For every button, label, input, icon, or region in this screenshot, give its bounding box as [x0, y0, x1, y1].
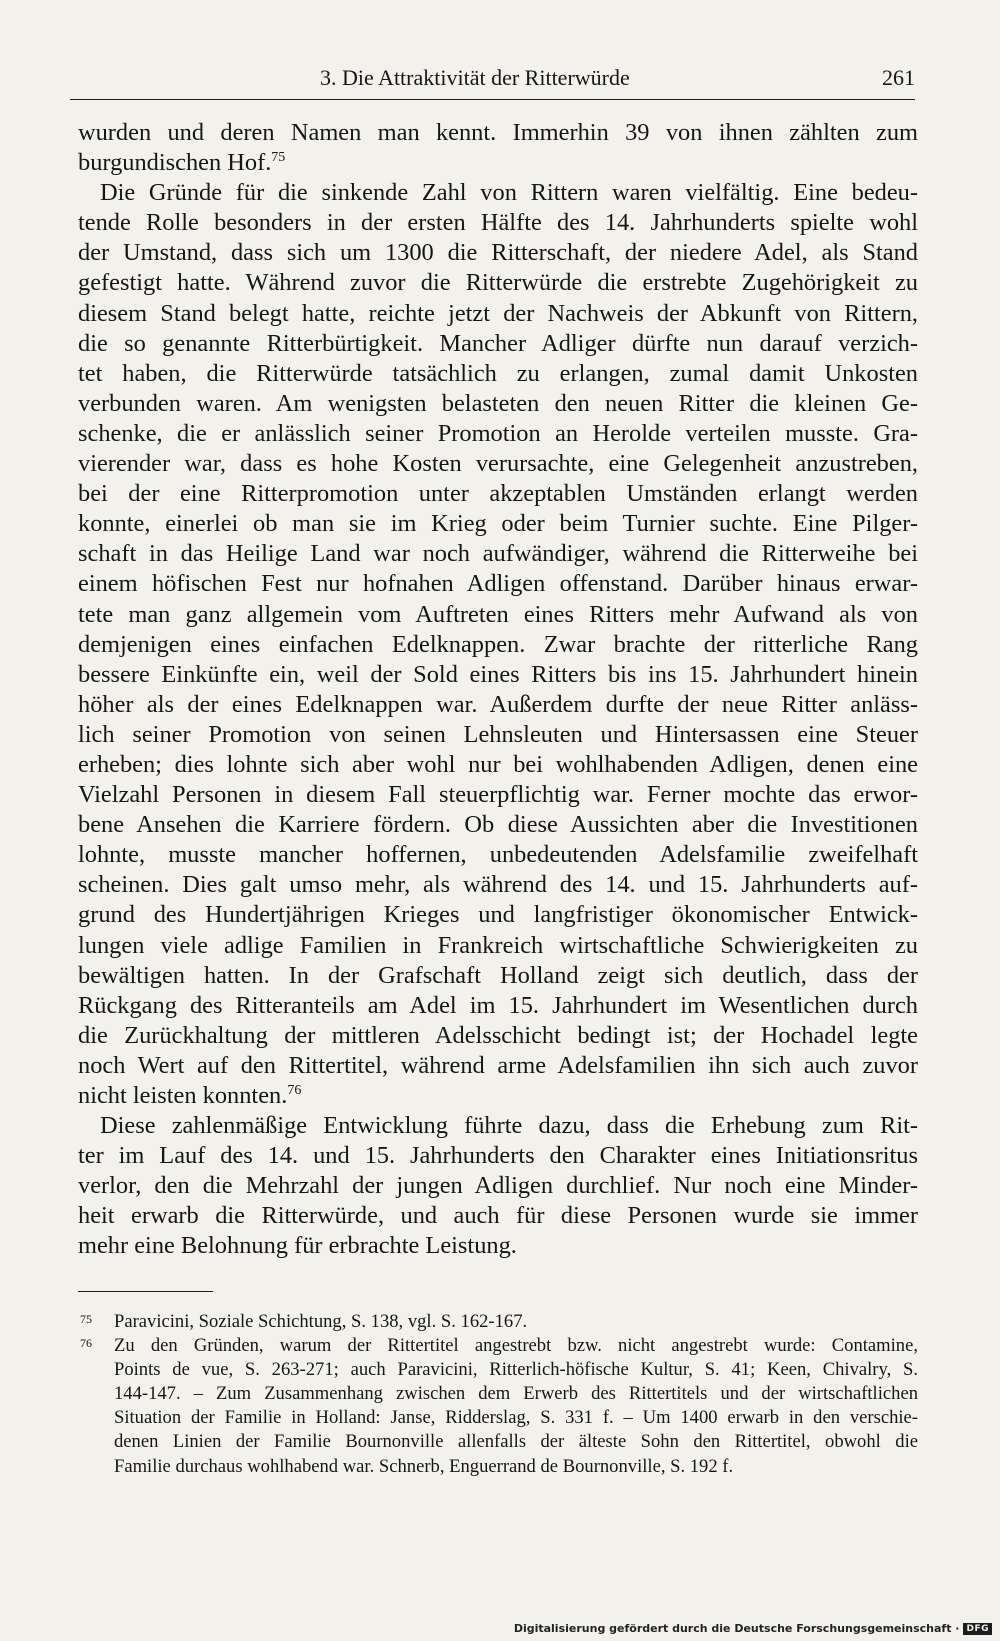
text-line: Rückgang des Ritteranteils am Adel im 15. Jahrhundert im Wesentlichen durch: [78, 991, 918, 1019]
text-line: scheinen. Dies galt umso mehr, als während des 14. und 15. Jahrhunderts auf-: [78, 871, 918, 899]
text-line: [78, 148, 918, 178]
text-line: vierender war, dass es hohe Kosten verursachte, eine Gelegenheit anzustreben,: [78, 450, 918, 478]
digitization-imprint: [514, 1622, 992, 1635]
text-line: tete man ganz allgemein vom Auftreten eines Ritters mehr Aufwand als von: [78, 600, 918, 628]
text-line: einem höfischen Fest nur hofnahen Adligen offenstand. Darüber hinaus erwar-: [78, 570, 918, 598]
header-rule: [70, 99, 915, 100]
text-line: noch Wert auf den Rittertitel, während arme Adelsfamilien ihn sich auch zuvor: [78, 1051, 918, 1079]
text-line: grund des Hundertjährigen Krieges und langfristiger ökonomischer Entwick-: [78, 901, 918, 929]
footnote-ref-76[interactable]: 76: [287, 1082, 302, 1098]
text-line: gefestigt hatte. Während zuvor die Ritterwürde die erstrebte Zugehörigkeit zu: [78, 269, 918, 297]
text-line: bewältigen hatten. In der Grafschaft Holland zeigt sich deutlich, dass der: [78, 961, 918, 989]
text-line: höher als der eines Edelknappen war. Außerdem durfte der neue Ritter anläss-: [78, 690, 918, 718]
main-text: [78, 118, 918, 1262]
footnote-line: Situation der Familie in Holland: Janse, Ridderslag, S. 331 f. – Um 1400 erwarb in den verschie-: [114, 1407, 918, 1429]
footnote-rule: [78, 1291, 213, 1292]
text-line: tet haben, die Ritterwürde tatsächlich zu erlangen, zumal damit Unkosten: [78, 359, 918, 387]
imprint-text: Digitalisierung gefördert durch die Deutsche Forschungsgemeinschaft ·: [513, 1622, 960, 1635]
text-line-content: nicht leisten konnten.: [78, 1082, 288, 1109]
dfg-logo-icon: DFG: [963, 1623, 992, 1635]
text-line: verbunden waren. Am wenigsten belasteten den neuen Ritter die kleinen Ge-: [78, 389, 918, 417]
running-head: [70, 62, 915, 98]
text-line: Die Gründe für die sinkende Zahl von Rittern waren vielfältig. Eine bedeu-: [100, 179, 918, 207]
text-line: schaft in das Heilige Land war noch aufwändiger, während die Ritterweihe bei: [78, 540, 918, 568]
text-line: Vielzahl Personen in diesem Fall steuerpflichtig war. Ferner mochte das erwor-: [78, 781, 918, 809]
running-title: 3. Die Attraktivität der Ritterwürde: [320, 65, 630, 90]
footnote-marker: 76: [80, 1336, 92, 1351]
text-line: lohnte, musste mancher hoffernen, unbedeutenden Adelsfamilie zweifelhaft: [78, 841, 918, 869]
text-line: ter im Lauf des 14. und 15. Jahrhunderts den Charakter eines Initiationsritus: [78, 1142, 918, 1170]
text-line: der Umstand, dass sich um 1300 die Ritterschaft, der niedere Adel, als Stand: [78, 239, 918, 267]
footnote-75: [80, 1310, 918, 1334]
footnote-line: Familie durchaus wohlhabend war. Schnerb, Enguerrand de Bournonville, S. 192 f.: [114, 1455, 734, 1477]
footnote-marker: 75: [80, 1312, 92, 1326]
text-line: demjenigen eines einfachen Edelknappen. Zwar brachte der ritterliche Rang: [78, 630, 918, 658]
text-line: konnte, einerlei ob man sie im Krieg oder beim Turnier suchte. Eine Pilger-: [78, 510, 918, 538]
page-number: 261: [882, 65, 915, 90]
text-line: bessere Einkünfte ein, weil der Sold eines Ritters bis ins 15. Jahrhundert hinein: [78, 660, 918, 688]
footnote-line: 144-147. – Zum Zusammenhang zwischen dem Erwerb des Rittertitels und der wirtschaftlichen: [114, 1383, 918, 1405]
text-line: verlor, den die Mehrzahl der jungen Adligen durchlief. Nur noch eine Minder-: [78, 1172, 918, 1200]
text-line: lungen viele adlige Familien in Frankreich wirtschaftliche Schwierigkeiten zu: [78, 931, 918, 959]
footnote-line: Points de vue, S. 263-271; auch Paravicini, Ritterlich-höfische Kultur, S. 41; Keen, Chivalry, S.: [114, 1359, 918, 1381]
footnote-ref-75[interactable]: 75: [271, 149, 286, 165]
text-line: diesem Stand belegt hatte, reichte jetzt der Nachweis der Abkunft von Rittern,: [78, 299, 918, 327]
text-line-content: burgundischen Hof.: [78, 149, 272, 177]
text-line: wurden und deren Namen man kennt. Immerhin 39 von ihnen zählten zum: [78, 119, 918, 146]
footnote-line: Zu den Gründen, warum der Rittertitel angestrebt bzw. nicht angestrebt wurde: Contamine,: [114, 1335, 918, 1357]
text-line: die Zurückhaltung der mittleren Adelsschicht bedingt ist; der Hochadel legte: [78, 1021, 918, 1049]
text-line: bei der eine Ritterpromotion unter akzeptablen Umständen erlangt werden: [78, 480, 918, 508]
footnote-line: denen Linien der Familie Bournonville allenfalls der älteste Sohn den Rittertitel, obwohl die: [114, 1431, 918, 1453]
text-line: [78, 1081, 918, 1111]
text-line: mehr eine Belohnung für erbrachte Leistung.: [78, 1232, 517, 1260]
text-line: die so genannte Ritterbürtigkeit. Mancher Adliger dürfte nun darauf verzich-: [78, 329, 918, 357]
text-line: schenke, die er anlässlich seiner Promotion an Herolde verteilen musste. Gra-: [78, 419, 918, 447]
text-line: bene Ansehen die Karriere fördern. Ob diese Aussichten aber die Investitionen: [78, 811, 918, 839]
text-line: erheben; dies lohnte sich aber wohl nur bei wohlhabenden Adligen, denen eine: [78, 750, 918, 778]
text-line: lich seiner Promotion von seinen Lehnsleuten und Hintersassen eine Steuer: [78, 720, 918, 748]
text-line: tende Rolle besonders in der ersten Hälfte des 14. Jahrhunderts spielte wohl: [78, 209, 918, 237]
footnote-76: [80, 1334, 918, 1479]
text-line: heit erwarb die Ritterwürde, und auch für diese Personen wurde sie immer: [78, 1202, 918, 1230]
text-line: Diese zahlenmäßige Entwicklung führte dazu, dass die Erhebung zum Rit-: [100, 1112, 918, 1140]
footnote-line: Paravicini, Soziale Schichtung, S. 138, vgl. S. 162-167.: [114, 1311, 528, 1332]
footnotes: [80, 1310, 918, 1479]
